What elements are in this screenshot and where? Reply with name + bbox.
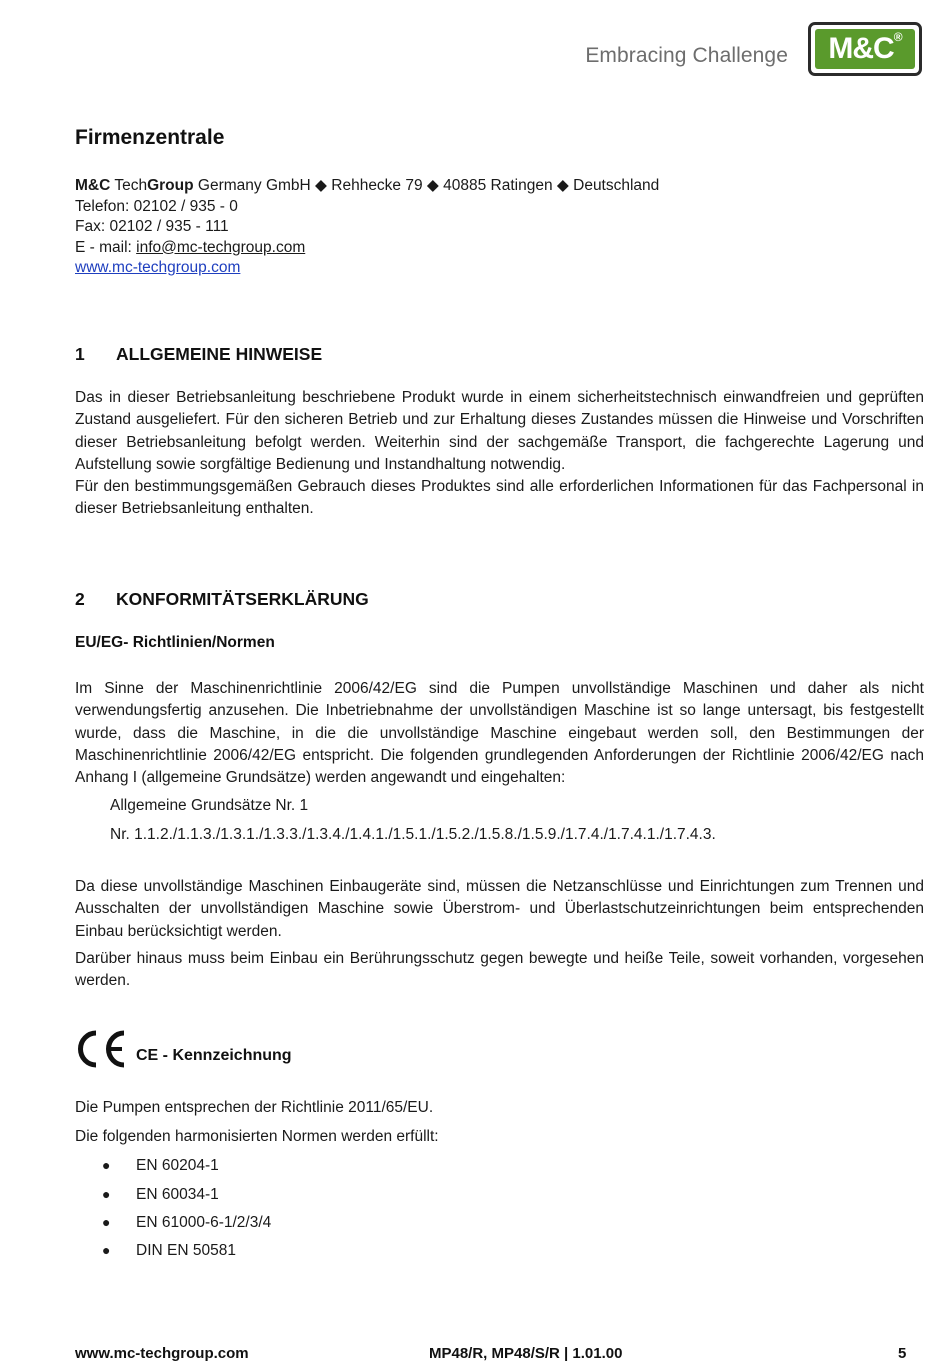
footer-model: MP48/R, MP48/S/R | 1.01.00 bbox=[429, 1345, 623, 1362]
section-2-subheading: EU/EG- Richtlinien/Normen bbox=[75, 634, 275, 651]
website-line bbox=[75, 258, 659, 279]
bullet-icon: ● bbox=[102, 1214, 111, 1230]
page-title: Firmenzentrale bbox=[75, 126, 225, 149]
company-phone: Telefon: 02102 / 935 - 0 bbox=[75, 197, 238, 215]
norms-intro: Die folgenden harmonisierten Normen werden erfüllt: bbox=[75, 1128, 439, 1145]
email-link[interactable]: info@mc-techgroup.com bbox=[136, 238, 306, 256]
section-2-indent-2: Nr. 1.1.2./1.1.3./1.3.1./1.3.3./1.3.4./1.4.1./1.5.1./1.5.2./1.5.8./1.5.9./1.7.4./1.7.4.1./1.7.4.3. bbox=[110, 826, 716, 843]
company-name-group: Group bbox=[147, 177, 194, 194]
footer-page-number: 5 bbox=[898, 1345, 907, 1362]
company-name-mc: M&C bbox=[75, 177, 111, 194]
bullet-icon: ● bbox=[102, 1157, 111, 1173]
list-item bbox=[102, 1157, 219, 1175]
section-2-paragraph-2: Da diese unvollständige Maschinen Einbaugeräte sind, müssen die Netzanschlüsse und Einrichtungen zum Trennen und Ausschalten der unvollständigen Maschine sowie Überstrom- und Überlastschutzeinrichtungen beim entsprechenden Einbau berücksichtigt werden. bbox=[75, 878, 924, 940]
footer-website: www.mc-techgroup.com bbox=[75, 1345, 249, 1362]
section-2-paragraph-1: Im Sinne der Maschinenrichtlinie 2006/42/EG sind die Pumpen unvollständige Maschinen und daher als nicht verwendungsfertig anzusehen. Die Inbetriebnahme der unvollständigen Maschine ist so lange untersagt, bis festgestellt wurde, dass die Maschine, in die die unvollständige Maschine eingebaut werden soll, den Bestimmungen der Maschinenrichtlinie 2006/42/EG entspricht. Die folgenden grundlegenden Anforderungen der Richtlinie 2006/42/EG nach Anhang I (allgemeine Grundsätze) werden angewandt und eingehalten: bbox=[75, 680, 924, 787]
norm-label: DIN EN 50581 bbox=[136, 1242, 236, 1259]
company-address: Germany GmbH ◆ Rehhecke 79 ◆ 40885 Ratingen ◆ Deutschland bbox=[193, 177, 660, 194]
norm-label: EN 61000-6-1/2/3/4 bbox=[136, 1214, 272, 1231]
company-fax: Fax: 02102 / 935 - 111 bbox=[75, 218, 229, 235]
section-1-paragraph-1: Das in dieser Betriebsanleitung beschriebene Produkt wurde in einem sicherheitstechnisch einwandfreien und geprüften Zustand ausgeliefert. Für den sicheren Betrieb und zur Erhaltung dieses Zustandes müssen die Hinweise und Vorschriften dieser Betriebsanleitung befolgt werden. Weiterhin sind der sachgemäße Transport, die fachgerechte Lagerung und Aufstellung sowie sorgfältige Bedienung und Instandhaltung notwendig. bbox=[75, 389, 924, 473]
website-link[interactable]: www.mc-techgroup.com bbox=[75, 259, 241, 276]
company-tagline: Embracing Challenge bbox=[585, 44, 788, 67]
section-2-title: KONFORMITÄTSERKLÄRUNG bbox=[116, 589, 369, 609]
list-item bbox=[102, 1186, 219, 1204]
section-1-number: 1 bbox=[75, 344, 85, 364]
section-2-indent-1: Allgemeine Grundsätze Nr. 1 bbox=[110, 797, 309, 814]
ce-heading: CE - Kennzeichnung bbox=[136, 1047, 292, 1064]
logo-text: M&C bbox=[828, 32, 894, 65]
norm-label: EN 60034-1 bbox=[136, 1186, 219, 1203]
company-address-block bbox=[75, 176, 659, 279]
company-address-line bbox=[75, 176, 659, 197]
list-item bbox=[102, 1242, 236, 1260]
norm-label: EN 60204-1 bbox=[136, 1157, 219, 1174]
company-logo bbox=[808, 22, 922, 76]
company-email-line bbox=[75, 238, 659, 259]
ce-mark-icon bbox=[76, 1029, 128, 1069]
company-name-tech: Tech bbox=[110, 177, 148, 194]
section-1-heading bbox=[75, 344, 322, 365]
section-2-number: 2 bbox=[75, 589, 85, 609]
section-2-heading bbox=[75, 589, 369, 610]
email-label: E - mail: bbox=[75, 238, 137, 256]
section-2-paragraph-3: Darüber hinaus muss beim Einbau ein Berührungsschutz gegen bewegte und heiße Teile, soweit vorhanden, vorgesehen werden. bbox=[75, 950, 924, 990]
logo-mark bbox=[815, 29, 915, 69]
list-item bbox=[102, 1214, 271, 1232]
section-1-paragraph-2: Für den bestimmungsgemäßen Gebrauch dieses Produktes sind alle erforderlichen Informationen für das Fachpersonal in dieser Betriebsanleitung enthalten. bbox=[75, 478, 924, 518]
directive-text: Die Pumpen entsprechen der Richtlinie 2011/65/EU. bbox=[75, 1099, 434, 1116]
bullet-icon: ● bbox=[102, 1186, 111, 1202]
section-1-title: ALLGEMEINE HINWEISE bbox=[116, 344, 323, 364]
logo-registered: ® bbox=[893, 30, 902, 44]
bullet-icon: ● bbox=[102, 1242, 111, 1258]
